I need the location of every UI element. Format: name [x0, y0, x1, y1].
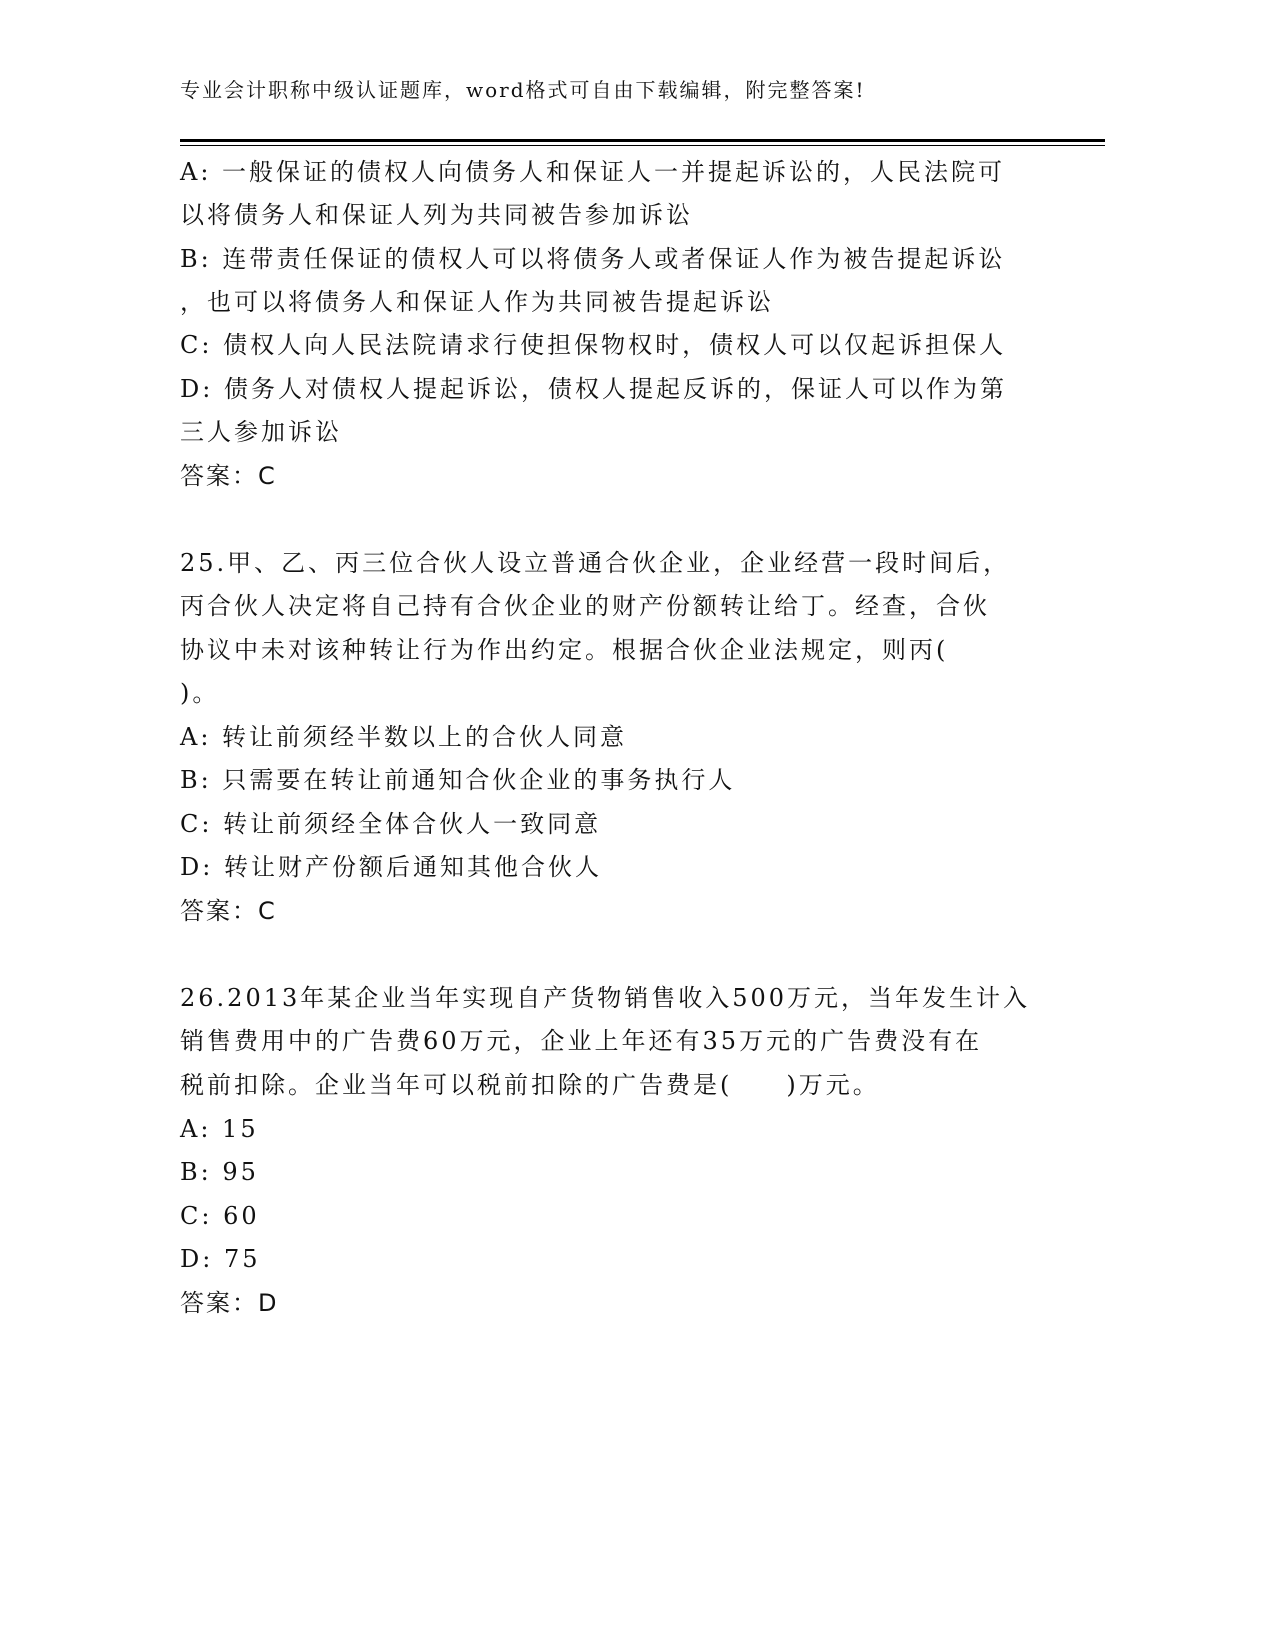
page-header: 专业会计职称中级认证题库，word格式可自由下载编辑，附完整答案!	[180, 78, 866, 102]
header-rule-thin	[180, 145, 1105, 146]
q25-option-a: A: 转让前须经半数以上的合伙人同意	[180, 723, 628, 751]
option-c: C: 债权人向人民法院请求行使担保物权时，债权人可以仅起诉担保人	[180, 331, 1007, 359]
question-25-stem-line-2: 丙合伙人决定将自己持有合伙企业的财产份额转让给丁。经查，合伙	[180, 592, 990, 620]
q26-option-c: C: 60	[180, 1202, 260, 1230]
q26-option-d: D: 75	[180, 1245, 261, 1273]
answer-q24: 答案：C	[180, 462, 277, 490]
q25-option-d: D: 转让财产份额后通知其他合伙人	[180, 853, 602, 881]
q25-option-c: C: 转让前须经全体合伙人一致同意	[180, 810, 602, 838]
option-d-line-2: 三人参加诉讼	[180, 418, 342, 446]
question-25-stem-line-4: )。	[180, 679, 220, 707]
option-a-line-2: 以将债务人和保证人列为共同被告参加诉讼	[180, 201, 693, 229]
option-a-line-1: A: 一般保证的债权人向债务人和保证人一并提起诉讼的，人民法院可	[180, 158, 1006, 186]
header-rule-thick	[180, 139, 1105, 142]
q26-option-a: A: 15	[180, 1115, 259, 1143]
question-26-stem-line-3: 税前扣除。企业当年可以税前扣除的广告费是( )万元。	[180, 1071, 880, 1099]
option-b-line-1: B: 连带责任保证的债权人可以将债务人或者保证人作为被告提起诉讼	[180, 245, 1006, 273]
question-25-stem-line-1: 25.甲、乙、丙三位合伙人设立普通合伙企业，企业经营一段时间后，	[180, 549, 1011, 577]
q25-option-b: B: 只需要在转让前通知合伙企业的事务执行人	[180, 766, 736, 794]
option-b-line-2: ，也可以将债务人和保证人作为共同被告提起诉讼	[180, 288, 774, 316]
question-25-stem-line-3: 协议中未对该种转让行为作出约定。根据合伙企业法规定，则丙(	[180, 636, 949, 664]
question-26-stem-line-1: 26.2013年某企业当年实现自产货物销售收入500万元，当年发生计入	[180, 984, 1031, 1012]
question-26-stem-line-2: 销售费用中的广告费60万元，企业上年还有35万元的广告费没有在	[180, 1027, 983, 1055]
answer-q25: 答案：C	[180, 897, 277, 925]
answer-q26: 答案：D	[180, 1289, 279, 1317]
q26-option-b: B: 95	[180, 1158, 259, 1186]
option-d-line-1: D: 债务人对债权人提起诉讼，债权人提起反诉的，保证人可以作为第	[180, 375, 1007, 403]
